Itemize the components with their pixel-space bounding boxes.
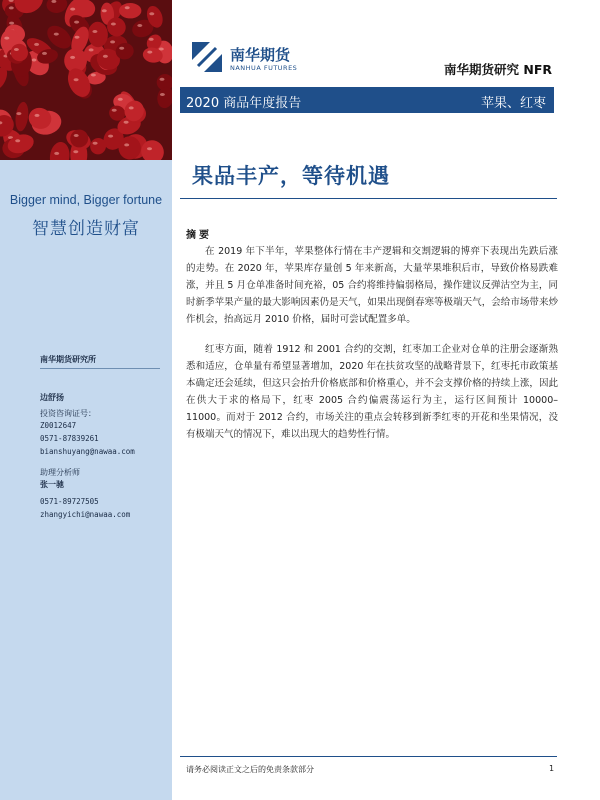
red-date-highlight — [160, 78, 165, 81]
analyst1-email[interactable]: bianshuyang@nawaa.com — [40, 447, 135, 456]
red-date-shape — [48, 141, 71, 160]
report-commodities: 苹果、红枣 — [480, 96, 546, 111]
red-date-highlight — [147, 147, 152, 150]
page-number: 1 — [549, 764, 555, 773]
red-date-highlight — [108, 135, 113, 138]
nanhua-logo-icon — [190, 40, 224, 74]
red-date-highlight — [147, 51, 152, 54]
red-date-highlight — [74, 21, 79, 24]
red-date-highlight — [70, 8, 75, 11]
red-date-highlight — [15, 139, 20, 142]
sidebar-divider — [40, 368, 160, 369]
red-date-highlight — [74, 134, 79, 137]
red-date-highlight — [124, 121, 129, 124]
logo-chinese: 南华期货 — [230, 46, 291, 64]
research-brand: 南华期货研究 NFR — [444, 62, 552, 77]
red-date-highlight — [9, 6, 14, 9]
disclaimer-note: 请务必阅读正文之后的免责条款部分 — [186, 765, 314, 774]
red-date-highlight — [124, 143, 129, 146]
report-type: 2020 商品年度报告 — [186, 96, 302, 111]
red-date-highlight — [149, 12, 154, 15]
red-date-highlight — [92, 30, 97, 33]
red-date-highlight — [75, 36, 80, 39]
red-date-shape — [45, 0, 68, 14]
abstract-paragraph-apple: 在 2019 年下半年，苹果整体行情在丰产逻辑和交割逻辑的博弈下表现出先跌后涨的走势。在 2020 年，苹果库存量创 5 年来新高，大量苹果堆积后市，导致价格易跌难涨，并且 5 月仓单准备时间充裕，05 合约将维持偏弱格局，操作建议反弹沽空为主，同时新季苹果产量的最大影响因素仍是天气，如果出现倒春寒等极端天气，会给市场带来炒作机会，抬高远月 2010 价格，届时可尝试配置多单。 — [186, 246, 558, 325]
red-date-highlight — [89, 48, 94, 51]
red-date-shape — [156, 86, 172, 110]
analyst1-phone: 0571-87839261 — [40, 434, 99, 443]
report-title: 果品丰产，等待机遇 — [192, 164, 390, 188]
red-date-highlight — [70, 56, 75, 59]
red-date-highlight — [137, 24, 142, 27]
red-date-highlight — [125, 6, 130, 9]
red-dates-photo — [0, 0, 172, 160]
red-date-highlight — [16, 112, 21, 115]
red-date-highlight — [93, 142, 98, 145]
red-date-highlight — [14, 48, 19, 51]
red-date-highlight — [149, 38, 154, 41]
analyst1-name: 边舒扬 — [40, 393, 64, 402]
red-date-highlight — [119, 47, 124, 50]
red-date-highlight — [9, 22, 14, 25]
red-date-highlight — [4, 37, 9, 40]
red-date-highlight — [91, 74, 96, 77]
red-date-highlight — [34, 43, 39, 46]
analyst2-email[interactable]: zhangyichi@nawaa.com — [40, 510, 131, 519]
analyst2-role: 助理分析师 — [40, 468, 80, 477]
red-date-highlight — [73, 150, 78, 153]
red-date-highlight — [129, 106, 134, 109]
slogan-english: Bigger mind, Bigger fortune — [9, 193, 163, 207]
red-date-highlight — [35, 114, 40, 117]
red-date-highlight — [42, 52, 47, 55]
red-date-highlight — [32, 59, 37, 62]
analyst1-cert-label: 投资咨询证号： — [40, 409, 96, 418]
abstract-heading: 摘要 — [186, 230, 212, 241]
red-date-highlight — [111, 23, 116, 26]
logo-english: NANHUA FUTURES — [230, 64, 298, 72]
analyst1-cert-no: Z0012647 — [40, 421, 77, 430]
footer-divider — [180, 756, 557, 757]
red-date-highlight — [74, 78, 79, 81]
analyst2-phone: 0571-89727505 — [40, 497, 99, 506]
slogan-chinese: 智慧创造财富 — [32, 219, 140, 239]
red-date-highlight — [103, 55, 108, 58]
abstract-paragraph-jujube: 红枣方面，随着 1912 和 2001 合约的交割，红枣加工企业对仓单的注册会逐渐熟悉和适应，仓单量有希望显著增加，2020 年在扶贫攻坚的战略背景下，红枣托市政策基本确定还会延续，但这只会抬升价格底部和价格重心，并不会支撑价格的持续上涨，因此在供大于求的格局下，红枣 2005 合约偏震荡运行为主，运行区间预计 10000–11000。而对于 2012 合约，市场关注的重点会转移到新季红枣的开花和坐果情况，没有极端天气的情况下，难以出现大的趋势性行情。 — [186, 344, 558, 440]
red-date-highlight — [54, 152, 59, 155]
red-date-highlight — [112, 109, 117, 112]
red-date-highlight — [160, 93, 165, 96]
report-banner — [180, 87, 554, 113]
red-date-highlight — [51, 0, 56, 3]
red-date-highlight — [54, 33, 59, 36]
red-date-shape — [14, 101, 30, 132]
analyst2-name: 张一驰 — [40, 480, 64, 489]
red-date-highlight — [118, 98, 123, 101]
red-date-highlight — [102, 9, 107, 12]
title-divider — [180, 198, 557, 199]
institute-name: 南华期货研究所 — [40, 355, 96, 364]
red-date-shape — [119, 3, 141, 18]
red-date-highlight — [110, 40, 115, 43]
